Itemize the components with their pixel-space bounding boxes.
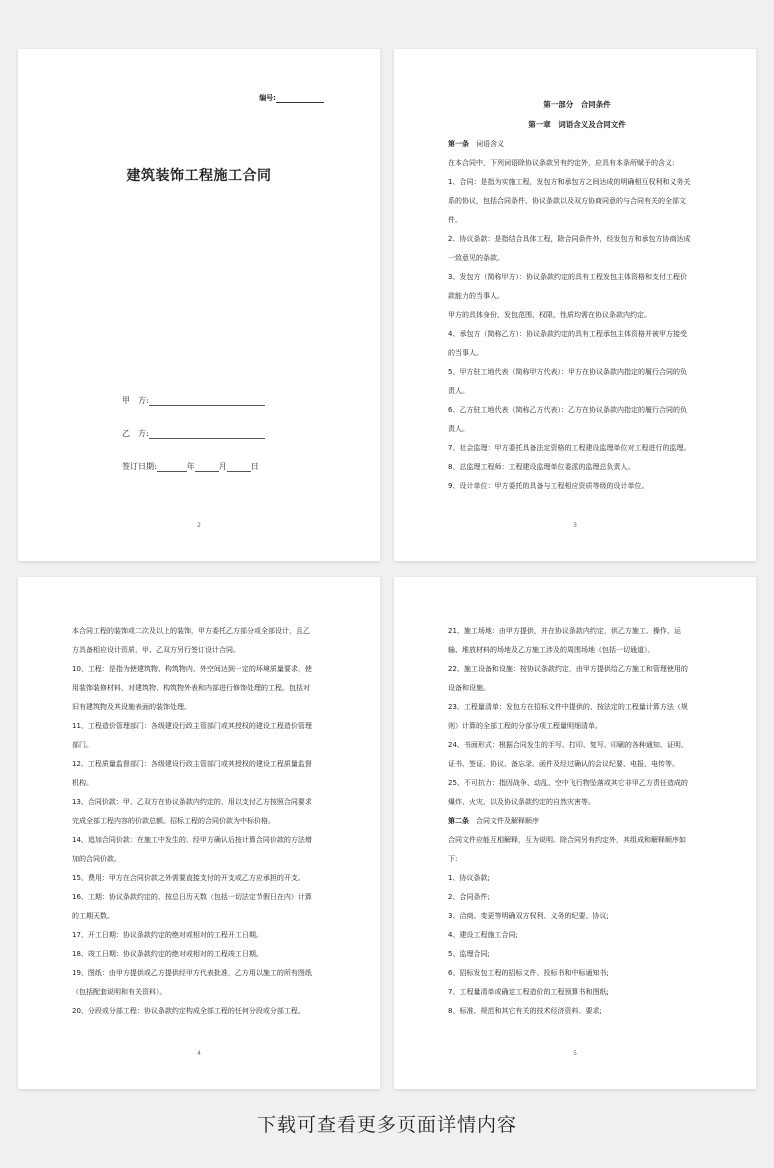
text-line: 7、工程量清单或确定工程造价的工程预算书和图纸;: [448, 988, 609, 996]
text-line: 旧有建筑物及其设施表面的装饰处理。: [72, 703, 191, 711]
party-a-label: 甲 方:: [122, 396, 149, 405]
text-line: 1、协议条款;: [448, 874, 490, 882]
text-line: 25、不可抗力：指因战争、动乱、空中飞行物坠落或其它非甲乙方责任造成的: [448, 779, 688, 787]
page-cover: [18, 49, 380, 561]
article-heading: [448, 812, 706, 831]
page-number: 4: [197, 1050, 201, 1057]
party-b-blank: [149, 429, 265, 439]
text-line: 下:: [448, 855, 458, 863]
text-line: （包括配套说明和有关资料）。: [72, 988, 167, 996]
text-line: 3、洽商、变更等明确双方权利、义务的纪要、协议;: [448, 912, 609, 920]
year-label: 年: [186, 462, 195, 471]
page-2-body: [448, 95, 706, 496]
text-line: 1、合同：是指为实施工程，发包方和承包方之间达成的明确相互权利和义务关: [448, 178, 691, 186]
text-line: 用装饰装修材料，对建筑物、构筑物外表和内部进行修饰处理的工程。包括对: [72, 684, 310, 692]
article-heading: [448, 135, 706, 154]
page-2: [394, 49, 756, 561]
text-line: 完成全部工程内容的价款总额。招标工程的合同价款为中标价格。: [72, 817, 275, 825]
download-more-notice[interactable]: 下载可查看更多页面详情内容: [256, 1114, 517, 1136]
text-line: 12、工程质量监督部门：各级建设行政主管部门或其授权的建设工程质量监督: [72, 760, 312, 768]
text-line: 责人。: [448, 387, 469, 395]
text-line: 10、工程：是指为使建筑物、构筑物内、外空间达到一定的环境质量要求，使: [72, 665, 312, 673]
text-line: 24、书面形式：根据合同发生的手写、打印、复写、印刷的各种通知、证明、: [448, 741, 688, 749]
party-a-line: [122, 395, 265, 406]
text-line: 爆炸、火灾，以及协议条款约定的自然灾害等。: [448, 798, 595, 806]
text-line: 8、总监理工程师：工程建设监理单位委派的监理总负责人。: [448, 463, 635, 471]
text-line: 7、社会监理：甲方委托具备法定资格的工程建设监理单位对工程进行的监理。: [448, 444, 691, 452]
text-line: 系的协议，包括合同条件、协议条款以及双方协商同意的与合同有关的全部文: [448, 197, 686, 205]
sign-date-line: [122, 461, 259, 472]
text-line: 在本合同中，下列词语除协议条款另有约定外，应具有本条所赋予的含义:: [448, 159, 675, 167]
contract-number-blank: [276, 94, 324, 103]
day-label: 日: [250, 462, 259, 471]
page-3: [18, 577, 380, 1089]
text-line: 4、承包方（简称乙方）：协议条款约定的具有工程承包主体资格并被甲方接受: [448, 330, 687, 338]
text-line: 则）计算的全部工程的分部分项工程量明细清单。: [448, 722, 602, 730]
text-line: 证书、签证、协议、备忘录、函件及经过确认的会议纪要、电报、电传等。: [448, 760, 679, 768]
contract-number-label: 编号:: [259, 94, 276, 102]
text-line: 部门。: [72, 741, 93, 749]
month-blank: [195, 462, 219, 472]
page-3-lines: [72, 622, 330, 1021]
text-line: 件。: [448, 216, 462, 224]
text-line: 20、分段或分部工程：协议条款约定构成全部工程的任何分段或分部工程。: [72, 1007, 305, 1015]
text-line: 5、监理合同;: [448, 950, 490, 958]
chapter-title: 第一章 词语含义及合同文件: [528, 120, 626, 129]
text-line: 8、标准、规范和其它有关的技术经济资料、要求;: [448, 1007, 602, 1015]
text-line: 输、堆放材料的场地及乙方施工涉及的周围场地（包括一切通道）。: [448, 646, 655, 654]
text-line: 责人。: [448, 425, 469, 433]
text-line: 甲方的具体身份、发包范围、权限、性质均需在协议条款内约定。: [448, 311, 651, 319]
text-line: 18、竣工日期：协议条款约定的绝对或相对的工程竣工日期。: [72, 950, 263, 958]
month-label: 月: [218, 462, 227, 471]
party-b-line: [122, 428, 265, 439]
text-line: 4、建设工程施工合同;: [448, 931, 518, 939]
page-number: 5: [573, 1050, 577, 1057]
cover-title: 建筑装饰工程施工合同: [126, 168, 272, 184]
article-number: 第一条: [448, 140, 469, 148]
text-line: 16、工期：协议条款约定的、按总日历天数（包括一切法定节假日在内）计算: [72, 893, 312, 901]
text-line: 本合同工程的装饰或二次及以上的装饰，甲方委托乙方部分或全部设计，且乙: [72, 627, 310, 635]
text-line: 14、追加合同价款：在施工中发生的、经甲方确认后按计算合同价款的方法增: [72, 836, 312, 844]
contract-number: [259, 93, 324, 103]
text-line: 17、开工日期：协议条款约定的绝对或相对的工程开工日期。: [72, 931, 263, 939]
sign-date-label: 签订日期:: [122, 462, 157, 471]
article-name: 词语含义: [476, 140, 504, 148]
text-line: 设备和设施。: [448, 684, 490, 692]
day-blank: [227, 462, 251, 472]
part-title: 第一部分 合同条件: [543, 100, 611, 109]
page-2-lines: [448, 154, 706, 496]
text-line: 一致意见的条款。: [448, 254, 504, 262]
page-3-body: [72, 622, 330, 1021]
text-line: 2、合同条件;: [448, 893, 490, 901]
text-line: 方具备相应设计资质，甲、乙双方另行签订设计合同。: [72, 646, 240, 654]
page-number: 2: [197, 522, 201, 529]
page-4: [394, 577, 756, 1089]
text-line: 11、工程造价管理部门：各级建设行政主管部门或其授权的建设工程造价管理: [72, 722, 312, 730]
text-line: 款能力的当事人。: [448, 292, 504, 300]
text-line: 19、图纸：由甲方提供或乙方提供经甲方代表批准，乙方用以施工的所有图纸: [72, 969, 312, 977]
text-line: 的当事人。: [448, 349, 483, 357]
year-blank: [157, 462, 187, 472]
text-line: 5、甲方驻工地代表（简称甲方代表）：甲方在协议条款内指定的履行合同的负: [448, 368, 687, 376]
page-4-body: [448, 622, 706, 1021]
text-line: 的工期天数。: [72, 912, 114, 920]
text-line: 机构。: [72, 779, 93, 787]
article-name: 合同文件及解释顺序: [476, 817, 539, 825]
page-4-lines-b: [448, 831, 706, 1021]
article-number: 第二条: [448, 817, 469, 825]
party-b-label: 乙 方:: [122, 429, 149, 438]
text-line: 15、费用：甲方在合同价款之外需要直接支付的开支或乙方应承担的开支。: [72, 874, 305, 882]
text-line: 2、协议条款：是指结合具体工程，除合同条件外，经发包方和承包方协商达成: [448, 235, 691, 243]
text-line: 6、招标发包工程的招标文件、投标书和中标通知书;: [448, 969, 609, 977]
text-line: 21、施工场地：由甲方提供，并在协议条款内约定，供乙方施工、操作、运: [448, 627, 681, 635]
text-line: 13、合同价款：甲、乙双方在协议条款内约定的、用以支付乙方按照合同要求: [72, 798, 312, 806]
page-4-lines-a: [448, 622, 706, 812]
party-a-blank: [149, 396, 265, 406]
text-line: 9、设计单位：甲方委托的具备与工程相应资质等级的设计单位。: [448, 482, 649, 490]
text-line: 6、乙方驻工地代表（简称乙方代表）：乙方在协议条款内指定的履行合同的负: [448, 406, 687, 414]
page-number: 3: [573, 522, 577, 529]
text-line: 22、施工设备和设施：按协议条款约定，由甲方提供给乙方施工和管理使用的: [448, 665, 688, 673]
text-line: 合同文件应能互相解释，互为说明。除合同另有约定外，其组成和解释顺序如: [448, 836, 686, 844]
text-line: 3、发包方（简称甲方）：协议条款约定的具有工程发包主体资格和支付工程价: [448, 273, 687, 281]
text-line: 23、工程量清单：发包方在招标文件中提供的、按法定的工程量计算方法（规: [448, 703, 688, 711]
text-line: 加的合同价款。: [72, 855, 121, 863]
